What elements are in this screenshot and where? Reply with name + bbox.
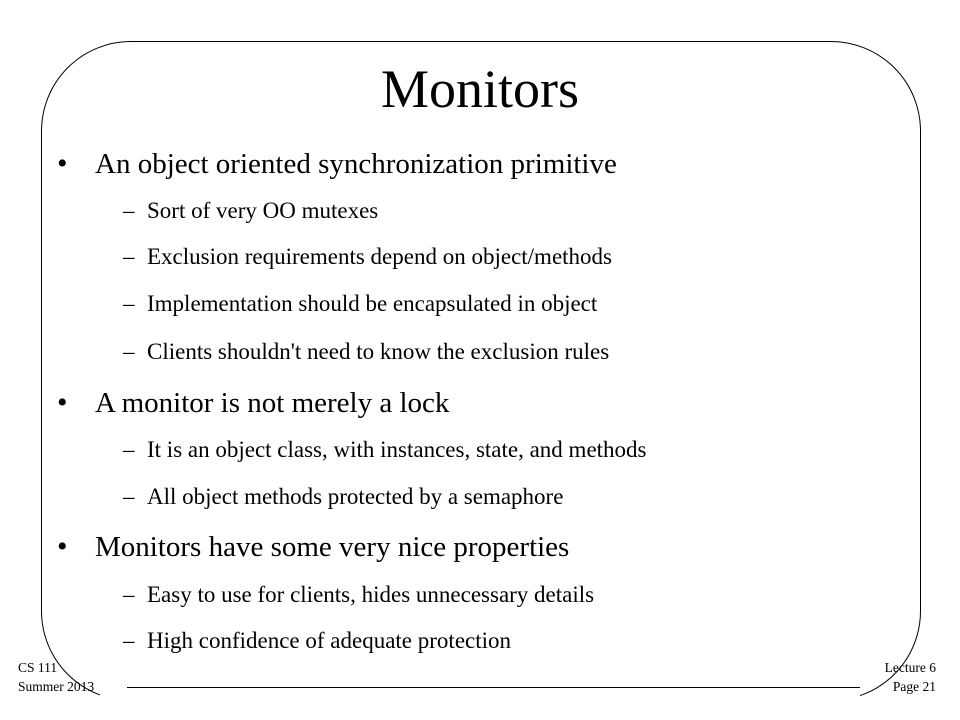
sub-bullet-text: Easy to use for clients, hides unnecessary details <box>147 582 595 607</box>
footer-divider <box>127 687 860 688</box>
sub-bullet-1-1 <box>123 198 378 224</box>
bullet-1-text: An object oriented synchronization primitive <box>95 148 617 180</box>
sub-bullet-text: Exclusion requirements depend on object/methods <box>147 244 612 269</box>
bullet-dot: • <box>57 386 68 419</box>
slide-title: Monitors <box>380 59 580 119</box>
sub-bullet-text: Sort of very OO mutexes <box>147 198 379 223</box>
sub-bullet-1-4 <box>123 339 609 365</box>
sub-bullet-text: High confidence of adequate protection <box>147 628 512 653</box>
footer-course: CS 111 <box>18 660 58 675</box>
bullet-1 <box>57 147 617 181</box>
footer-term: Summer 2013 <box>18 679 95 694</box>
dash: – <box>123 484 135 509</box>
dash: – <box>123 244 135 269</box>
sub-bullet-text: Implementation should be encapsulated in object <box>147 291 598 316</box>
dash: – <box>123 437 135 462</box>
sub-bullet-text: All object methods protected by a semaphore <box>147 484 564 509</box>
bullet-3 <box>57 530 569 564</box>
dash: – <box>123 582 135 607</box>
dash: – <box>123 628 135 653</box>
sub-bullet-text: Clients shouldn't need to know the exclusion rules <box>147 339 610 364</box>
dash: – <box>123 339 135 364</box>
bullet-dot: • <box>57 147 68 180</box>
sub-bullet-text: It is an object class, with instances, state, and methods <box>147 437 647 462</box>
dash: – <box>123 198 135 223</box>
footer-page-info <box>885 658 936 696</box>
bullet-3-text: Monitors have some very nice properties <box>95 531 570 563</box>
bullet-dot: • <box>57 530 68 563</box>
bullet-2 <box>57 386 449 420</box>
sub-bullet-3-1 <box>123 582 594 608</box>
footer-lecture: Lecture 6 <box>884 660 936 675</box>
sub-bullet-1-3 <box>123 291 597 317</box>
bullet-2-text: A monitor is not merely a lock <box>95 387 450 419</box>
footer-course-info <box>18 658 94 696</box>
sub-bullet-3-2 <box>123 628 511 654</box>
sub-bullet-1-2 <box>123 244 612 270</box>
footer-page: Page 21 <box>892 679 936 694</box>
sub-bullet-2-1 <box>123 437 647 463</box>
dash: – <box>123 291 135 316</box>
sub-bullet-2-2 <box>123 484 563 510</box>
